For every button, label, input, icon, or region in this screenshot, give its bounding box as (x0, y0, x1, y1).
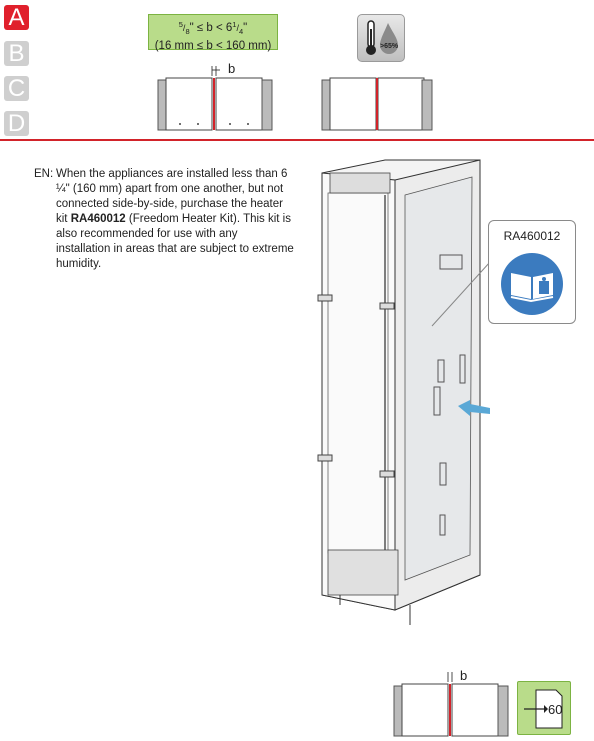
tab-b[interactable]: B (4, 41, 29, 66)
tab-a[interactable]: A (4, 5, 29, 30)
humidity-label: >65% (380, 43, 399, 50)
spacing-metric: (16 mm ≤ b < 160 mm) (154, 39, 272, 52)
tab-c[interactable]: C (4, 76, 29, 101)
reference-code: RA460012 (503, 229, 561, 243)
language-label: EN: (34, 168, 54, 180)
note-body: When the appliances are installed less than 6 ¼" (160 mm) apart from one another, but not connected side-by-side, purchase the heater kit RA460012 (Freedom Heater Kit). This kit is also recommended for use with any installation in areas that are subject to extreme humidity. (56, 168, 294, 270)
spacing-requirement-box (148, 14, 278, 50)
dimension-b-label-bottom: b (460, 668, 468, 683)
clearance-diagram-gap (150, 60, 280, 135)
page-number: 60 (548, 702, 563, 717)
clearance-diagram-bottom (390, 668, 510, 740)
spacing-imperial: $^5/_8$" ≤ $b < 6^1/_4$" (178, 20, 248, 36)
clearance-diagram-side-by-side (318, 60, 438, 135)
humidity-icon (357, 14, 405, 62)
appliance-illustration (300, 155, 500, 635)
top-separator (0, 139, 594, 141)
heater-kit-note (34, 167, 294, 272)
page-reference-icon[interactable] (517, 681, 571, 735)
dimension-b-label-top: b (228, 61, 236, 76)
heater-kit-reference (488, 220, 576, 324)
heater-location-arrow (456, 398, 492, 420)
tab-d[interactable]: D (4, 111, 29, 136)
manual-book-icon (501, 253, 563, 315)
callout-line (430, 260, 492, 330)
thermometer-icon (358, 15, 404, 61)
kit-code: RA460012 (70, 213, 126, 225)
